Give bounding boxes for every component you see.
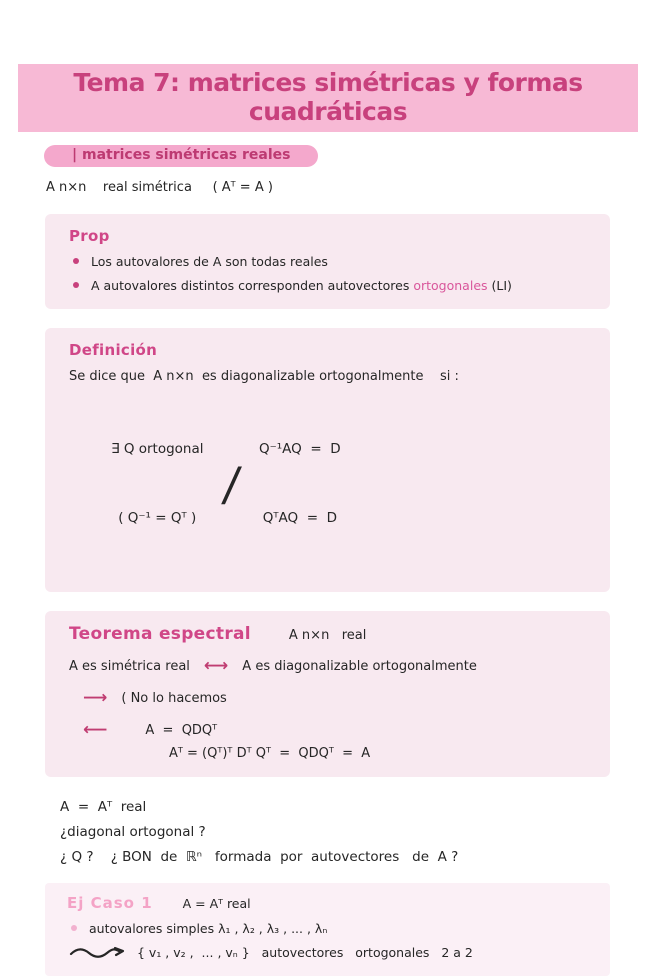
teorema-header-row bbox=[69, 624, 590, 644]
caso-header-row bbox=[67, 894, 592, 912]
note-line-1: A = Aᵀ real bbox=[60, 798, 147, 815]
bullet-dot-icon bbox=[73, 258, 79, 264]
slash-divider: / bbox=[219, 456, 243, 511]
highlighted-word: ortogonales bbox=[413, 278, 488, 293]
condition-2: QᵀAQ = D bbox=[262, 509, 338, 526]
conditions-column bbox=[259, 392, 341, 576]
prop-bullet-2 bbox=[69, 278, 590, 293]
margin-notes bbox=[60, 799, 656, 865]
caso-bullet-1 bbox=[67, 921, 592, 936]
caso-header: Ej Caso 1 bbox=[67, 893, 153, 912]
proof-line: Aᵀ = (Qᵀ)ᵀ Dᵀ Qᵀ = QDQᵀ = A bbox=[169, 745, 371, 761]
definicion-statement: Se dice que A n×n es diagonalizable ortogonalmente si : bbox=[69, 369, 459, 384]
left-arrow-icon: ⟵ bbox=[83, 719, 108, 740]
teorema-header: Teorema espectral bbox=[69, 623, 251, 644]
prop-box bbox=[45, 214, 610, 309]
right-arrow-icon: ⟶ bbox=[83, 687, 108, 708]
backward-equation: A = QDQᵀ bbox=[145, 722, 218, 738]
teorema-header-side: A n×n real bbox=[288, 627, 367, 643]
equiv-left: A es simétrica real bbox=[69, 658, 190, 674]
note-line-2: ¿diagonal ortogonal ? bbox=[60, 823, 206, 840]
prop-bullet-1 bbox=[69, 254, 590, 269]
caso-header-side: A = Aᵀ real bbox=[182, 895, 251, 911]
equivalence-row bbox=[69, 655, 590, 676]
bullet-dot-icon bbox=[73, 282, 79, 288]
bullet-dot-icon bbox=[71, 925, 77, 931]
definicion-formula bbox=[111, 392, 590, 576]
notes-page bbox=[0, 64, 656, 960]
forward-implication-row bbox=[69, 687, 590, 708]
forward-note: ( No lo hacemos bbox=[121, 690, 227, 706]
teorema-box bbox=[45, 611, 610, 777]
section-pill: | matrices simétricas reales bbox=[44, 145, 318, 167]
double-arrow-icon: ⟷ bbox=[203, 655, 229, 676]
prop-header: Prop bbox=[69, 227, 110, 245]
prop-bullet-1-text: Los autovalores de A son todas reales bbox=[91, 254, 328, 269]
backward-implication-row bbox=[69, 719, 590, 740]
prop-bullet-2-text: A autovalores distintos corresponden autovectores ortogonales (LI) bbox=[91, 278, 512, 293]
exists-column bbox=[111, 392, 204, 576]
condition-1: Q⁻¹AQ = D bbox=[259, 440, 341, 457]
exists-line-1: ∃ Q ortogonal bbox=[111, 440, 204, 457]
page-title: Tema 7: matrices simétricas y formas cuadráticas bbox=[18, 64, 638, 132]
caso-consequence-text: { v₁ , v₂ , ... , vₙ } autovectores ortogonales 2 a 2 bbox=[137, 944, 473, 960]
caso-bullet-1-text: autovalores simples λ₁ , λ₂ , λ₃ , ... , λₙ bbox=[89, 920, 328, 936]
note-line-3: ¿ Q ? ¿ BON de ℝⁿ formada por autovectores de A ? bbox=[60, 848, 459, 865]
equiv-right: A es diagonalizable ortogonalmente bbox=[242, 658, 477, 674]
caso-consequence-row bbox=[69, 945, 592, 960]
definicion-header: Definición bbox=[69, 341, 158, 359]
definicion-box bbox=[45, 328, 610, 592]
squiggle-arrow-icon bbox=[69, 945, 127, 959]
intro-line: A n×n real simétrica ( Aᵀ = A ) bbox=[46, 180, 273, 195]
exists-line-2: ( Q⁻¹ = Qᵀ ) bbox=[118, 509, 197, 526]
caso-1-box bbox=[45, 883, 610, 976]
